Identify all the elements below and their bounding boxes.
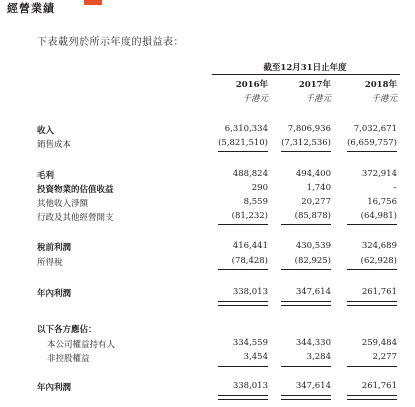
cell-income-tax-2016: (78,428) (231, 256, 268, 266)
row-label-equity-holders: 本公司權益持有人 (47, 340, 116, 350)
double-underline-2018 (347, 395, 397, 400)
row-label-profit-for-year-total: 年內利潤 (37, 383, 72, 393)
row-label-profit-for-year: 年內利潤 (37, 289, 72, 299)
cell-non-controlling-interests-2018: 2,277 (372, 352, 397, 362)
underline-2017 (281, 269, 331, 270)
cell-other-income-2016: 8,559 (243, 197, 268, 207)
row-label-other-income: 其他收入淨額 (37, 199, 89, 209)
cell-cost-of-sales-2018: (6,659,757) (347, 138, 397, 148)
cell-income-tax-2017: (82,925) (294, 256, 331, 266)
cell-profit-before-tax-2017: 430,539 (295, 241, 331, 251)
cell-equity-holders-2017: 344,330 (295, 338, 331, 348)
underline-2017 (281, 366, 331, 367)
period-header: 截至12月31日止年度 (263, 63, 347, 73)
cell-cost-of-sales-2016: (5,821,510) (218, 138, 268, 148)
cell-profit-for-year-total-2018: 261,761 (361, 381, 397, 391)
row-label-valuation-gain: 投資物業的估值收益 (37, 185, 114, 195)
cell-admin-expenses-2018: (64,981) (360, 211, 397, 221)
row-label-revenue: 收入 (37, 126, 55, 136)
year-header-2017: 2017年 (298, 80, 331, 90)
row-label-attributable-to: 以下各方應佔： (37, 325, 97, 335)
cell-valuation-gain-2017: 1,740 (306, 183, 331, 193)
underline-2018 (347, 151, 397, 152)
cell-profit-before-tax-2018: 324,689 (361, 241, 397, 251)
cell-valuation-gain-2018: – (392, 183, 397, 193)
cell-non-controlling-interests-2016: 3,454 (243, 352, 268, 362)
underline-2018 (347, 224, 397, 225)
row-label-income-tax: 所得稅 (37, 258, 63, 268)
underline-2018 (347, 269, 397, 270)
year-header-2016: 2016年 (235, 80, 268, 90)
unit-2016: 千港元 (242, 94, 268, 104)
cell-revenue-2016: 6,310,334 (224, 124, 268, 134)
double-underline-2017 (281, 301, 331, 306)
cell-other-income-2018: 16,756 (367, 197, 397, 207)
year-header-2018: 2018年 (364, 80, 397, 90)
row-label-non-controlling-interests: 非控股權益 (47, 354, 90, 364)
cell-admin-expenses-2017: (85,878) (294, 211, 331, 221)
cell-gross-profit-2017: 494,400 (295, 169, 331, 179)
double-underline-2016 (218, 301, 268, 306)
cell-gross-profit-2016: 488,824 (232, 169, 268, 179)
cell-profit-for-year-total-2017: 347,614 (295, 381, 331, 391)
unit-2018: 千港元 (371, 94, 397, 104)
cell-valuation-gain-2016: 290 (251, 183, 268, 193)
cell-non-controlling-interests-2017: 3,284 (306, 352, 331, 362)
underline-2016 (218, 366, 268, 367)
underline-2017 (281, 224, 331, 225)
cell-admin-expenses-2016: (81,232) (231, 211, 268, 221)
cell-revenue-2018: 7,032,671 (353, 124, 397, 134)
double-underline-2016 (218, 395, 268, 400)
period-header-underline (212, 74, 400, 75)
double-underline-2018 (347, 301, 397, 306)
cell-gross-profit-2018: 372,914 (361, 169, 397, 179)
underline-2017 (281, 151, 331, 152)
cell-other-income-2017: 20,277 (301, 197, 331, 207)
underline-2016 (218, 151, 268, 152)
double-underline-2017 (281, 395, 331, 400)
row-label-profit-before-tax: 稅前利潤 (37, 243, 72, 253)
intro-text: 下表載列於所示年度的損益表： (37, 37, 184, 48)
cell-equity-holders-2018: 259,484 (361, 338, 397, 348)
cell-profit-for-year-2016: 338,013 (232, 287, 268, 297)
section-title: 經營業績 (7, 2, 55, 15)
unit-2017: 千港元 (305, 94, 331, 104)
section-accent-bar (84, 0, 102, 5)
cell-profit-before-tax-2016: 416,441 (232, 241, 268, 251)
cell-profit-for-year-2018: 261,761 (361, 287, 397, 297)
cell-profit-for-year-2017: 347,614 (295, 287, 331, 297)
cell-income-tax-2018: (62,928) (360, 256, 397, 266)
row-label-admin-expenses: 行政及其他經營開支 (37, 213, 114, 223)
row-label-cost-of-sales: 銷售成本 (37, 140, 72, 150)
cell-revenue-2017: 7,806,936 (287, 124, 331, 134)
cell-cost-of-sales-2017: (7,312,536) (281, 138, 331, 148)
underline-2016 (218, 224, 268, 225)
underline-2016 (218, 269, 268, 270)
cell-profit-for-year-total-2016: 338,013 (232, 381, 268, 391)
underline-2018 (347, 366, 397, 367)
cell-equity-holders-2016: 334,559 (232, 338, 268, 348)
row-label-gross-profit: 毛利 (37, 171, 55, 181)
